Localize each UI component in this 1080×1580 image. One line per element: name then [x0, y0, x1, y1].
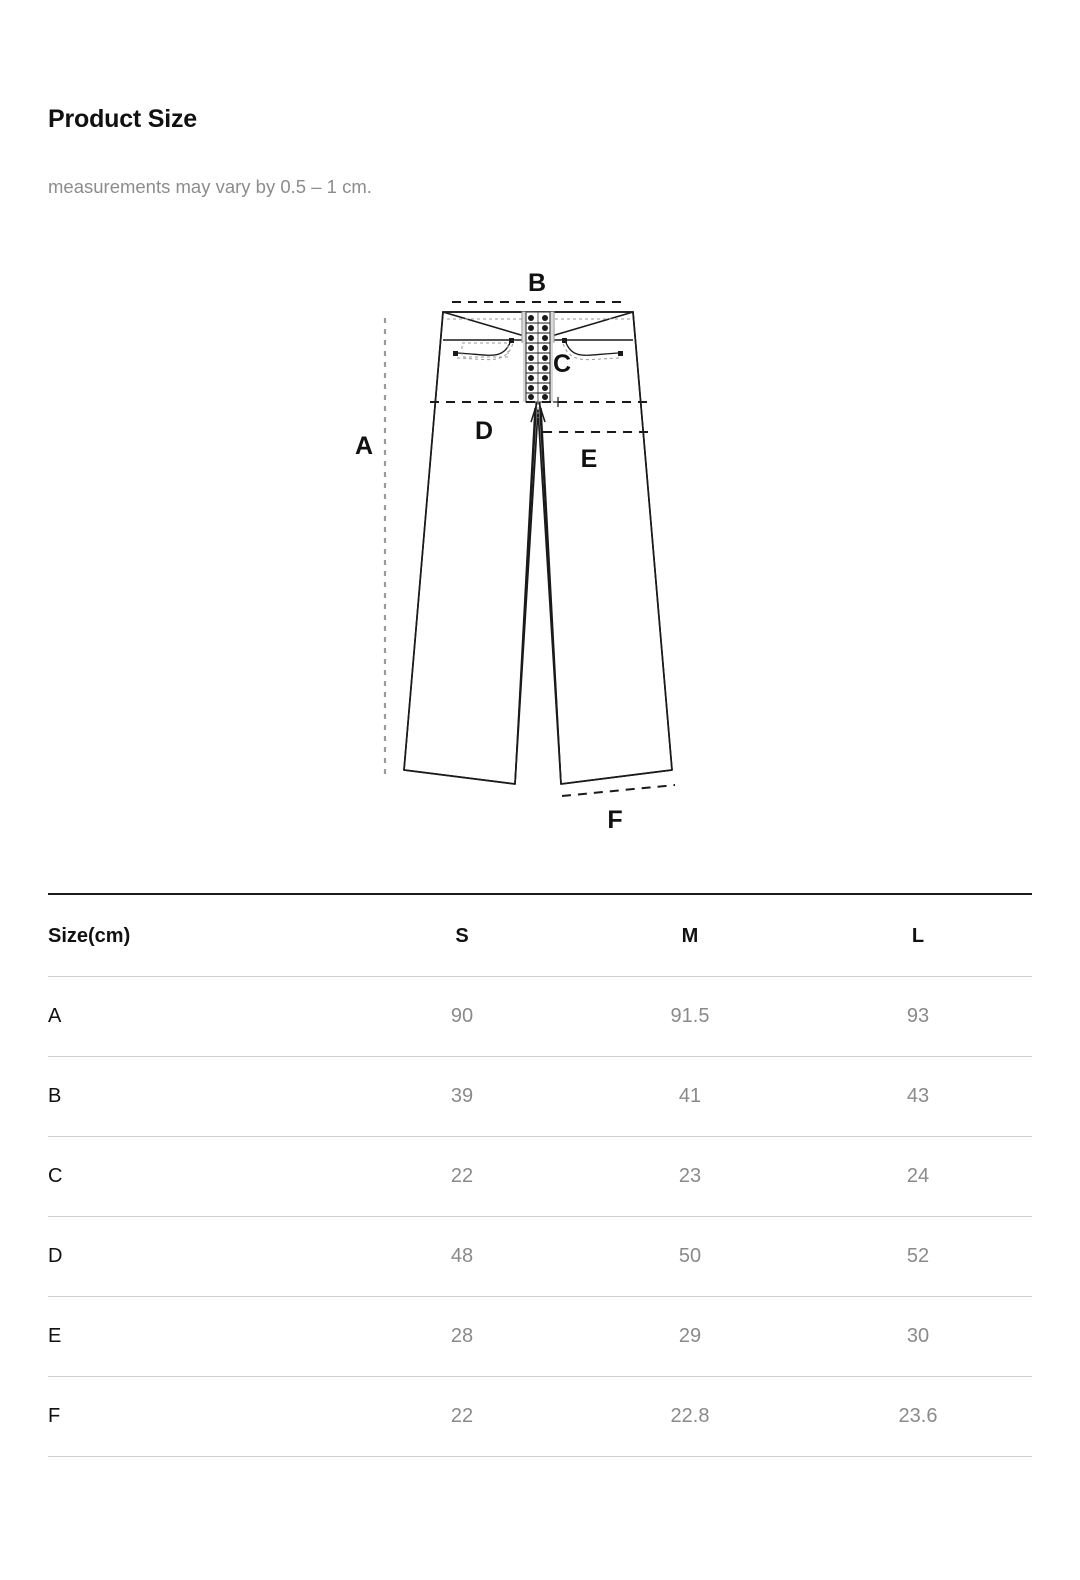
measurement-disclaimer: measurements may vary by 0.5 – 1 cm. — [48, 176, 372, 197]
row-label-b: B — [48, 1057, 348, 1137]
right-leg-outline — [538, 312, 672, 784]
table-row — [48, 1297, 1032, 1377]
label-a: A — [354, 432, 374, 460]
cell-b-l: 43 — [804, 1057, 1032, 1137]
label-d: D — [474, 417, 494, 445]
size-chart-table — [48, 893, 1032, 1457]
cell-e-m: 29 — [576, 1297, 804, 1377]
cell-e-s: 28 — [348, 1297, 576, 1377]
row-label-f: F — [48, 1377, 348, 1457]
guide-line-f — [562, 785, 675, 796]
cell-f-l: 23.6 — [804, 1377, 1032, 1457]
label-c: C — [552, 350, 572, 378]
left-pocket-rivet-top — [509, 338, 514, 343]
cell-a-s: 90 — [348, 977, 576, 1057]
table-body — [48, 977, 1032, 1457]
pants-technical-drawing — [48, 250, 1032, 870]
cell-b-m: 41 — [576, 1057, 804, 1137]
column-header-size: Size(cm) — [48, 894, 348, 977]
cell-e-l: 30 — [804, 1297, 1032, 1377]
size-diagram — [48, 250, 1032, 870]
row-label-e: E — [48, 1297, 348, 1377]
table-row — [48, 1137, 1032, 1217]
cell-f-m: 22.8 — [576, 1377, 804, 1457]
table-row — [48, 1057, 1032, 1137]
cell-c-m: 23 — [576, 1137, 804, 1217]
label-e: E — [580, 445, 598, 473]
table-header-row — [48, 894, 1032, 977]
cell-a-l: 93 — [804, 977, 1032, 1057]
cell-c-l: 24 — [804, 1137, 1032, 1217]
label-f: F — [607, 806, 623, 834]
page-title: Product Size — [48, 105, 198, 133]
cell-d-l: 52 — [804, 1217, 1032, 1297]
label-b: B — [527, 269, 547, 297]
right-pocket-rivet-bottom — [618, 351, 623, 356]
column-header-m: M — [576, 894, 804, 977]
cell-c-s: 22 — [348, 1137, 576, 1217]
column-header-s: S — [348, 894, 576, 977]
cell-d-m: 50 — [576, 1217, 804, 1297]
left-leg-outline — [404, 312, 538, 784]
cell-f-s: 22 — [348, 1377, 576, 1457]
row-label-a: A — [48, 977, 348, 1057]
table-row — [48, 1217, 1032, 1297]
cell-d-s: 48 — [348, 1217, 576, 1297]
table-header — [48, 894, 1032, 977]
table-row — [48, 1377, 1032, 1457]
table-row — [48, 977, 1032, 1057]
column-header-l: L — [804, 894, 1032, 977]
left-pocket-rivet-bottom — [453, 351, 458, 356]
cell-a-m: 91.5 — [576, 977, 804, 1057]
cell-b-s: 39 — [348, 1057, 576, 1137]
row-label-c: C — [48, 1137, 348, 1217]
row-label-d: D — [48, 1217, 348, 1297]
right-pocket-rivet-top — [562, 338, 567, 343]
